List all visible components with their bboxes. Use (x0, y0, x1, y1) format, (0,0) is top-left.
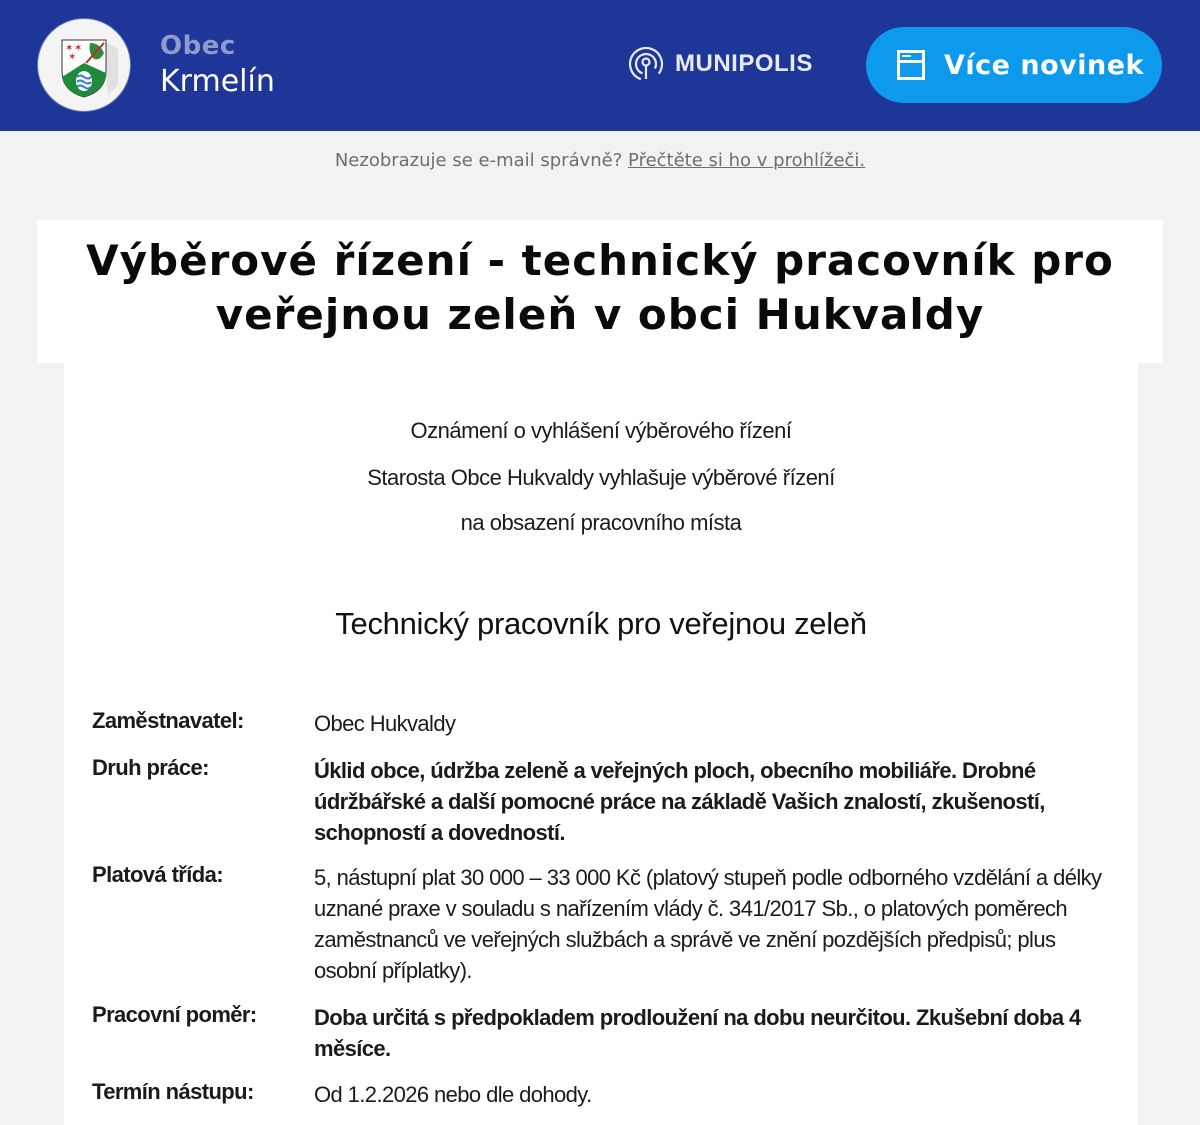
newspaper-icon (896, 49, 926, 81)
article-title[interactable]: Výběrové řízení - technický pracovník pro veřejnou zeleň v obci Hukvaldy (86, 236, 1114, 339)
more-news-label: Více novinek (944, 49, 1144, 81)
row-value: 5, nástupní plat 30 000 – 33 000 Kč (platový stupeň podle odborného vzdělání a délky uznané praxe v souladu s nařízením vlády č. 341/2017 Sb., o platových poměrech zaměstnanců ve veřejných službách a správě ve znění pozdějších předpisů; plus osobní příplatky). (314, 865, 1102, 983)
more-news-button[interactable] (866, 27, 1162, 103)
view-in-browser-notice (0, 150, 1200, 171)
town-name: Krmelín (160, 64, 275, 99)
mayor-line: Starosta Obce Hukvaldy vyhlašuje výběrové řízení (367, 465, 835, 490)
position-line: na obsazení pracovního místa (460, 510, 742, 535)
row-value: Doba určitá s předpokladem prodloužení na dobu neurčitou. Zkušební doba 4 měsíce. (314, 1005, 1081, 1061)
view-in-browser-link[interactable]: Přečtěte si ho v prohlížeči. (628, 150, 866, 171)
row-label: Pracovní poměr: (92, 1002, 257, 1027)
row-value: Obec Hukvaldy (314, 711, 456, 736)
town-coat-of-arms-logo[interactable] (38, 19, 130, 111)
coat-of-arms-icon (38, 19, 130, 111)
brand-name: MUNIPOLIS (675, 50, 813, 77)
row-label: Zaměstnavatel: (92, 708, 244, 733)
svg-text:✶: ✶ (74, 43, 83, 54)
article-title-card (37, 220, 1163, 363)
town-prefix: Obec (160, 31, 236, 61)
row-label: Termín nástupu: (92, 1079, 254, 1104)
announcement-image (64, 363, 1138, 1125)
broadcast-icon (627, 45, 665, 83)
svg-text:✶: ✶ (68, 52, 77, 63)
row-label: Platová třída: (92, 862, 223, 887)
row-value: Úklid obce, údržba zeleně a veřejných ploch, obecního mobiliáře. Drobné údržbářské a další pomocné práce na základě Vašich znalostí, zkušeností, schopností a dovedností. (314, 758, 1045, 845)
row-value: Od 1.2.2026 nebo dle dohody. (314, 1082, 592, 1107)
munipolis-brand[interactable] (627, 44, 813, 84)
row-label: Druh práce: (92, 755, 209, 780)
announcement-line: Oznámení o vyhlášení výběrového řízení (410, 418, 792, 443)
svg-text:✶: ✶ (65, 43, 74, 54)
position-title: Technický pracovník pro veřejnou zeleň (335, 606, 867, 641)
notice-text: Nezobrazuje se e-mail správně? (334, 150, 623, 171)
email-header (0, 0, 1200, 131)
